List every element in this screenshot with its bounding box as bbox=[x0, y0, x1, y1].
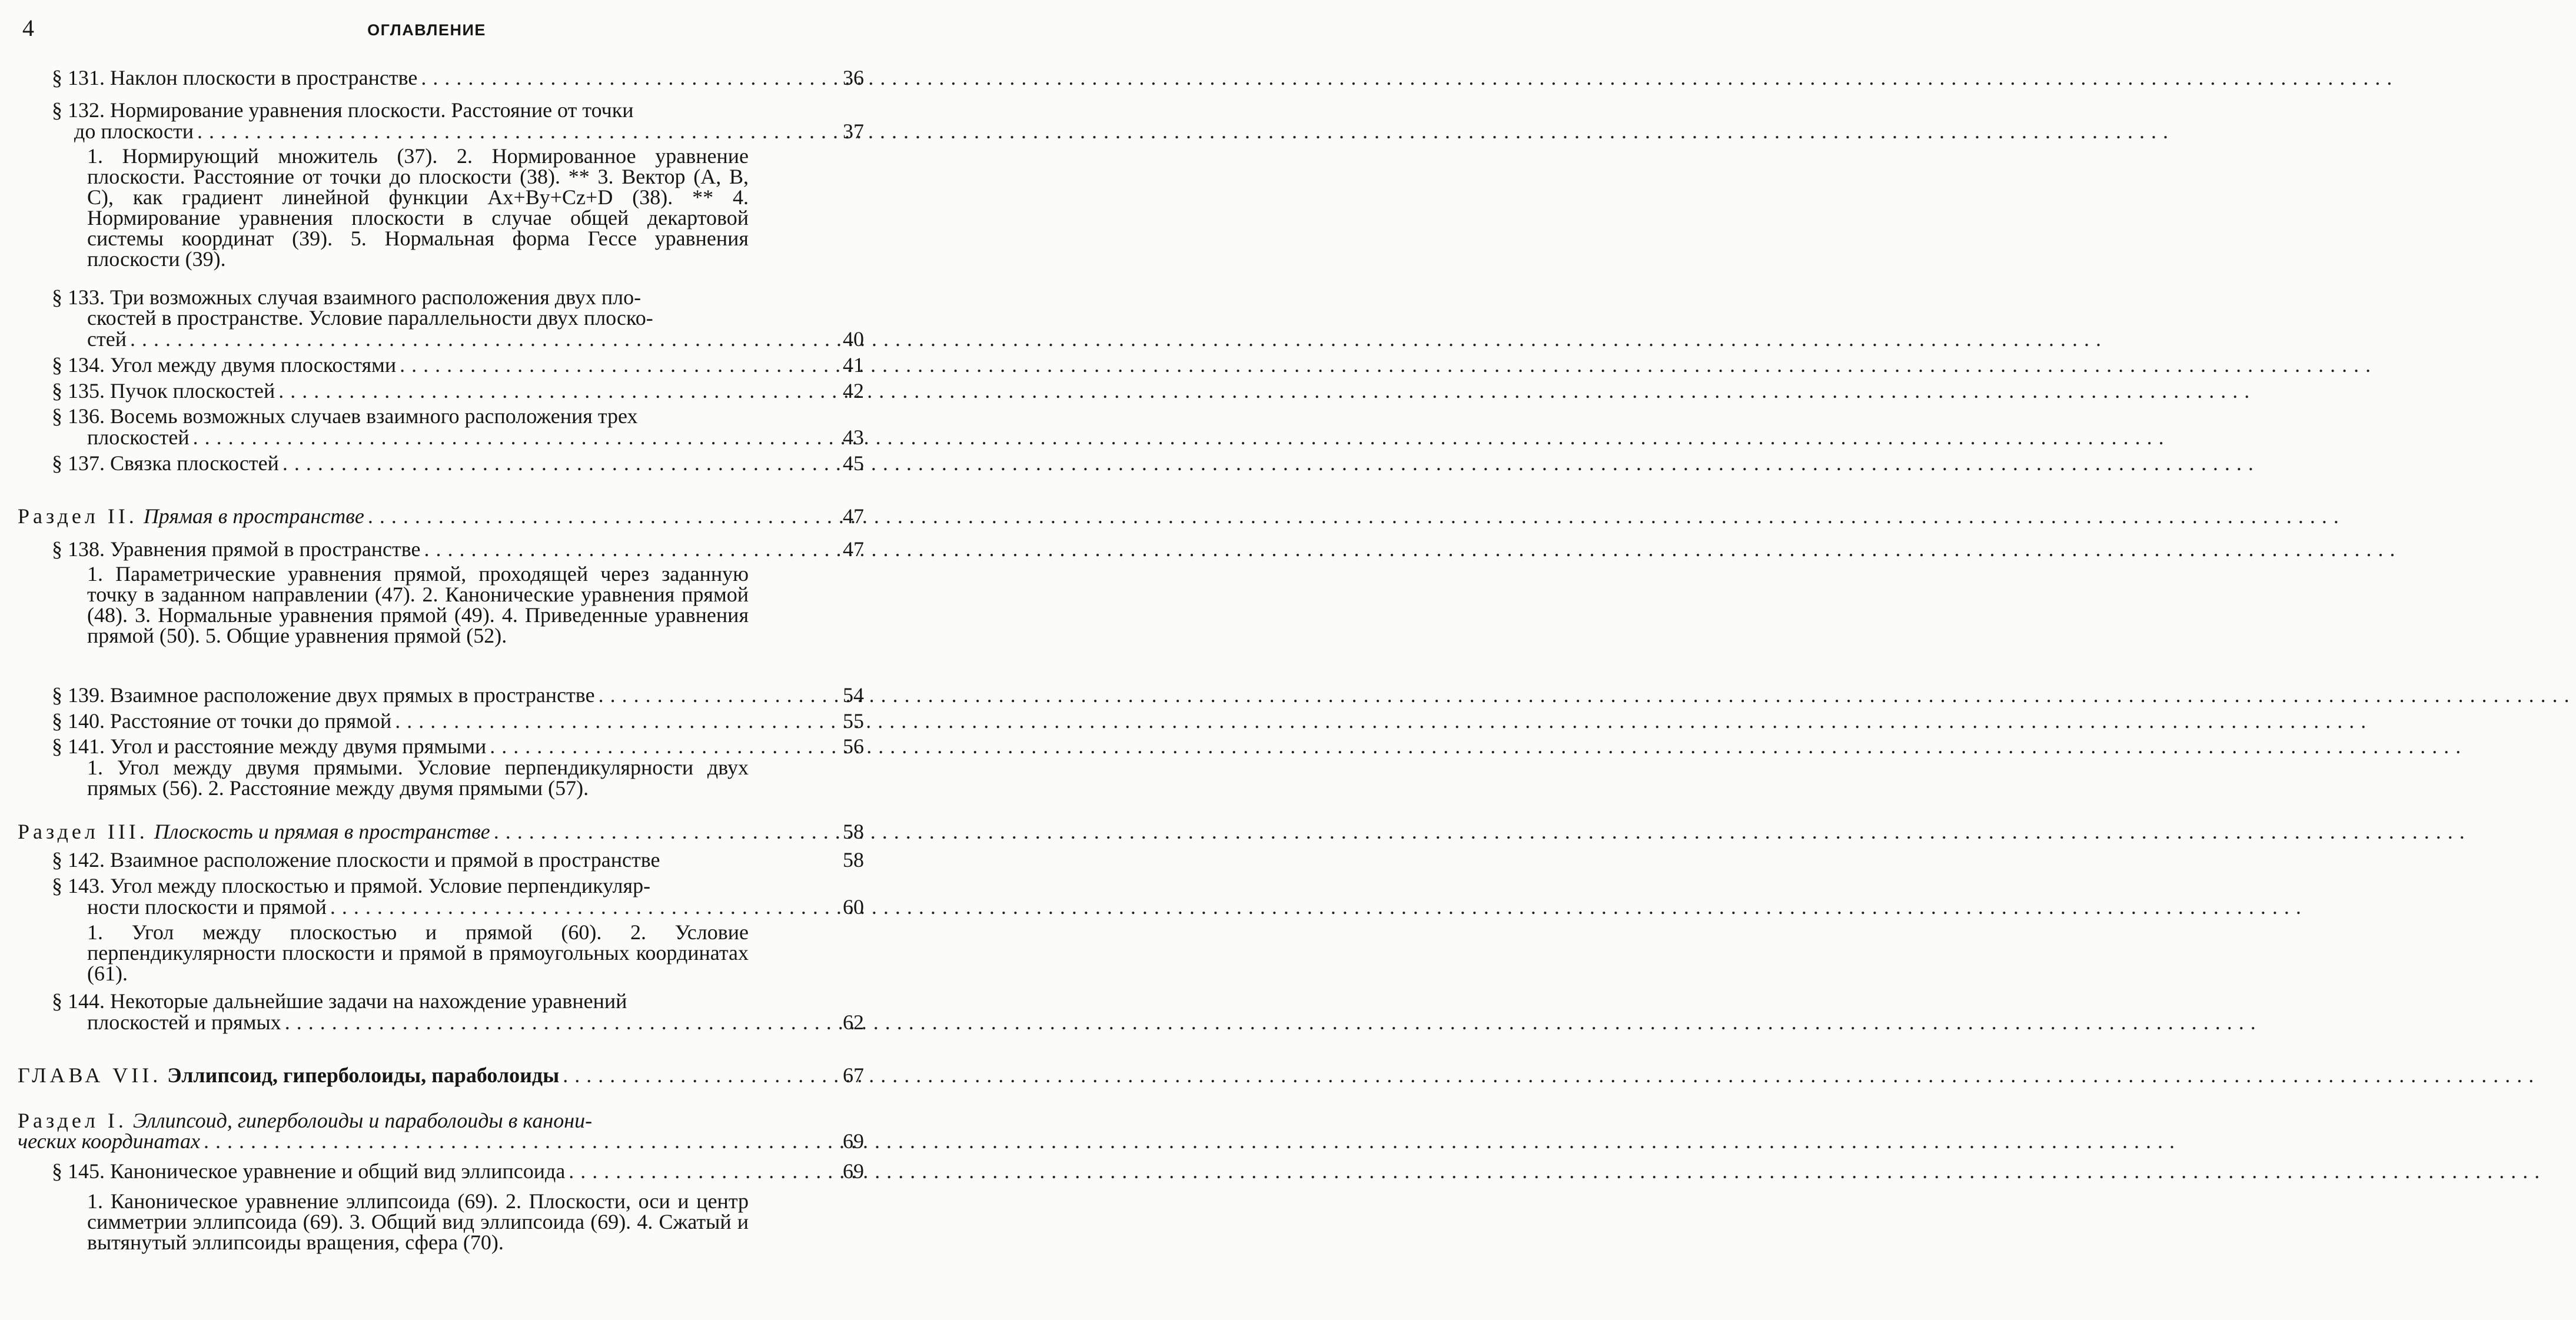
toc-entry-131[interactable] bbox=[52, 66, 864, 89]
toc-entry-134[interactable] bbox=[52, 353, 864, 377]
toc-entry-136[interactable] bbox=[87, 425, 864, 449]
toc-entry-144-title[interactable]: § 144. Некоторые дальнейшие задачи на нахождение уравнений bbox=[52, 989, 627, 1013]
toc-part-label: Раздел I. bbox=[18, 1109, 127, 1132]
toc-entry-title: § 137. Связка плоскостей bbox=[52, 451, 279, 475]
toc-subentries-141: 1. Угол между двумя прямыми. Условие перпендикулярности двух прямых (56). 2. Расстояние между двумя прямыми (57). bbox=[87, 756, 749, 800]
toc-page-number: 45 bbox=[843, 451, 864, 475]
toc-page-number: 47 bbox=[843, 537, 864, 561]
toc-part-2[interactable] bbox=[18, 504, 864, 528]
toc-page-number: 67 bbox=[843, 1063, 864, 1087]
toc-page-number: 60 bbox=[843, 895, 864, 919]
toc-entry-145[interactable] bbox=[52, 1159, 864, 1183]
toc-entry-title: стей bbox=[87, 327, 127, 351]
toc-page-number: 55 bbox=[843, 709, 864, 733]
toc-part-title: Эллипсоид, гиперболоиды и параболоиды в канони- bbox=[132, 1109, 593, 1132]
toc-entry-133[interactable] bbox=[87, 327, 864, 351]
toc-entry-140[interactable] bbox=[52, 709, 864, 733]
toc-entry-title: до плоскости bbox=[74, 119, 194, 143]
toc-part-title: Прямая в пространстве bbox=[143, 504, 364, 528]
toc-entry-title: § 141. Угол и расстояние между двумя прямыми bbox=[52, 734, 487, 758]
toc-entry-title: § 142. Взаимное расположение плоскости и прямой в пространстве bbox=[52, 848, 660, 872]
toc-page-number: 43 bbox=[843, 425, 864, 449]
toc-entry-135[interactable] bbox=[52, 379, 864, 403]
toc-page-number: 40 bbox=[843, 327, 864, 351]
toc-entry-title: § 135. Пучок плоскостей bbox=[52, 379, 275, 403]
toc-subentries-143: 1. Угол между плоскостью и прямой (60). 2. Условие перпендикулярности плоскости и прямой в прямоугольных координатах (61). bbox=[87, 920, 749, 985]
page-number: 4 bbox=[22, 15, 34, 41]
toc-page-number: 36 bbox=[843, 66, 864, 89]
toc-entry-title: ности плоскости и прямой bbox=[87, 895, 327, 919]
toc-entry-136-title[interactable]: § 136. Восемь возможных случаев взаимного расположения трех bbox=[52, 404, 638, 428]
toc-entry-title: плоскостей bbox=[87, 425, 190, 449]
toc-entry-title: § 138. Уравнения прямой в пространстве bbox=[52, 537, 421, 561]
toc-chapter-label: ГЛАВА VII. bbox=[18, 1063, 162, 1087]
toc-part-title: ческих координатах bbox=[18, 1129, 200, 1153]
toc-subentries-132: 1. Нормирующий множитель (37). 2. Нормированное уравнение плоскости. Расстояние от точки до плоскости (38). ** 3. Вектор (A, B, C), как градиент линейной функции Ax+By+Cz+D (38). ** 4. Нормирование уравнения плоскости в случае общей декартовой системы координат (39). 5. Нормальная форма Гессе уравнения плоскости (39). bbox=[87, 144, 749, 271]
toc-part-title: Плоскость и прямая в пространстве bbox=[154, 820, 490, 843]
toc-subentries-138: 1. Параметрические уравнения прямой, проходящей через заданную точку в заданном направлении (47). 2. Канонические уравнения прямой (48). 3. Нормальные уравнения прямой (49). 4. Приведенные уравнения прямой (50). 5. Общие уравнения прямой (52). bbox=[87, 562, 749, 647]
toc-subentries-145: 1. Каноническое уравнение эллипсоида (69). 2. Плоскости, оси и центр симметрии эллипсоида (69). 3. Общий вид эллипсоида (69). 4. Сжатый и вытянутый эллипсоиды вращения, сфера (70). bbox=[87, 1189, 749, 1254]
toc-entry-title: § 140. Расстояние от точки до прямой bbox=[52, 709, 392, 733]
toc-page-number: 58 bbox=[843, 848, 864, 872]
toc-chapter-7[interactable] bbox=[18, 1063, 864, 1087]
toc-page-number: 62 bbox=[843, 1010, 864, 1034]
toc-chapter-title: Эллипсоид, гиперболоиды, параболоиды bbox=[167, 1063, 560, 1087]
toc-part-label: Раздел III. bbox=[18, 820, 148, 843]
toc-part-label: Раздел II. bbox=[18, 504, 138, 528]
toc-page-number: 54 bbox=[843, 683, 864, 707]
toc-part-3[interactable] bbox=[18, 820, 864, 843]
toc-entry-title: § 131. Наклон плоскости в пространстве bbox=[52, 66, 418, 89]
toc-entry-title: § 139. Взаимное расположение двух прямых в пространстве bbox=[52, 683, 595, 707]
toc-entry-138[interactable] bbox=[52, 537, 864, 561]
toc-page-number: 58 bbox=[843, 820, 864, 843]
toc-entry-141[interactable] bbox=[52, 734, 864, 758]
toc-page-number: 69 bbox=[843, 1129, 864, 1153]
running-head: ОГЛАВЛЕНИЕ bbox=[367, 21, 486, 39]
toc-entry-143[interactable] bbox=[87, 895, 864, 919]
toc-page-number: 42 bbox=[843, 379, 864, 403]
toc-ch7-part-1-title[interactable] bbox=[18, 1110, 758, 1131]
toc-entry-142[interactable] bbox=[52, 848, 864, 872]
table-of-contents bbox=[0, 0, 864, 1320]
toc-entry-title: плоскостей и прямых bbox=[87, 1010, 281, 1034]
toc-ch7-part-1[interactable] bbox=[18, 1129, 864, 1153]
toc-entry-139[interactable] bbox=[52, 683, 864, 707]
toc-page-number: 56 bbox=[843, 734, 864, 758]
toc-entry-title: § 134. Угол между двумя плоскостями bbox=[52, 353, 397, 377]
toc-entry-title: § 145. Каноническое уравнение и общий вид эллипсоида bbox=[52, 1159, 566, 1183]
toc-entry-132-title[interactable]: § 132. Нормирование уравнения плоскости. Расстояние от точки bbox=[52, 98, 634, 122]
toc-entry-133-title-2[interactable]: скостей в пространстве. Условие параллельности двух плоско- bbox=[87, 306, 653, 330]
toc-entry-143-title[interactable]: § 143. Угол между плоскостью и прямой. Условие перпендикуляр- bbox=[52, 874, 651, 897]
toc-entry-132[interactable] bbox=[74, 119, 864, 143]
toc-page-number: 41 bbox=[843, 353, 864, 377]
toc-page-number: 47 bbox=[843, 504, 864, 528]
toc-entry-133-title-1[interactable]: § 133. Три возможных случая взаимного расположения двух пло- bbox=[52, 285, 641, 309]
toc-page-number: 37 bbox=[843, 119, 864, 143]
toc-entry-137[interactable] bbox=[52, 451, 864, 475]
toc-page-number: 69 bbox=[843, 1159, 864, 1183]
toc-entry-144[interactable] bbox=[87, 1010, 864, 1034]
